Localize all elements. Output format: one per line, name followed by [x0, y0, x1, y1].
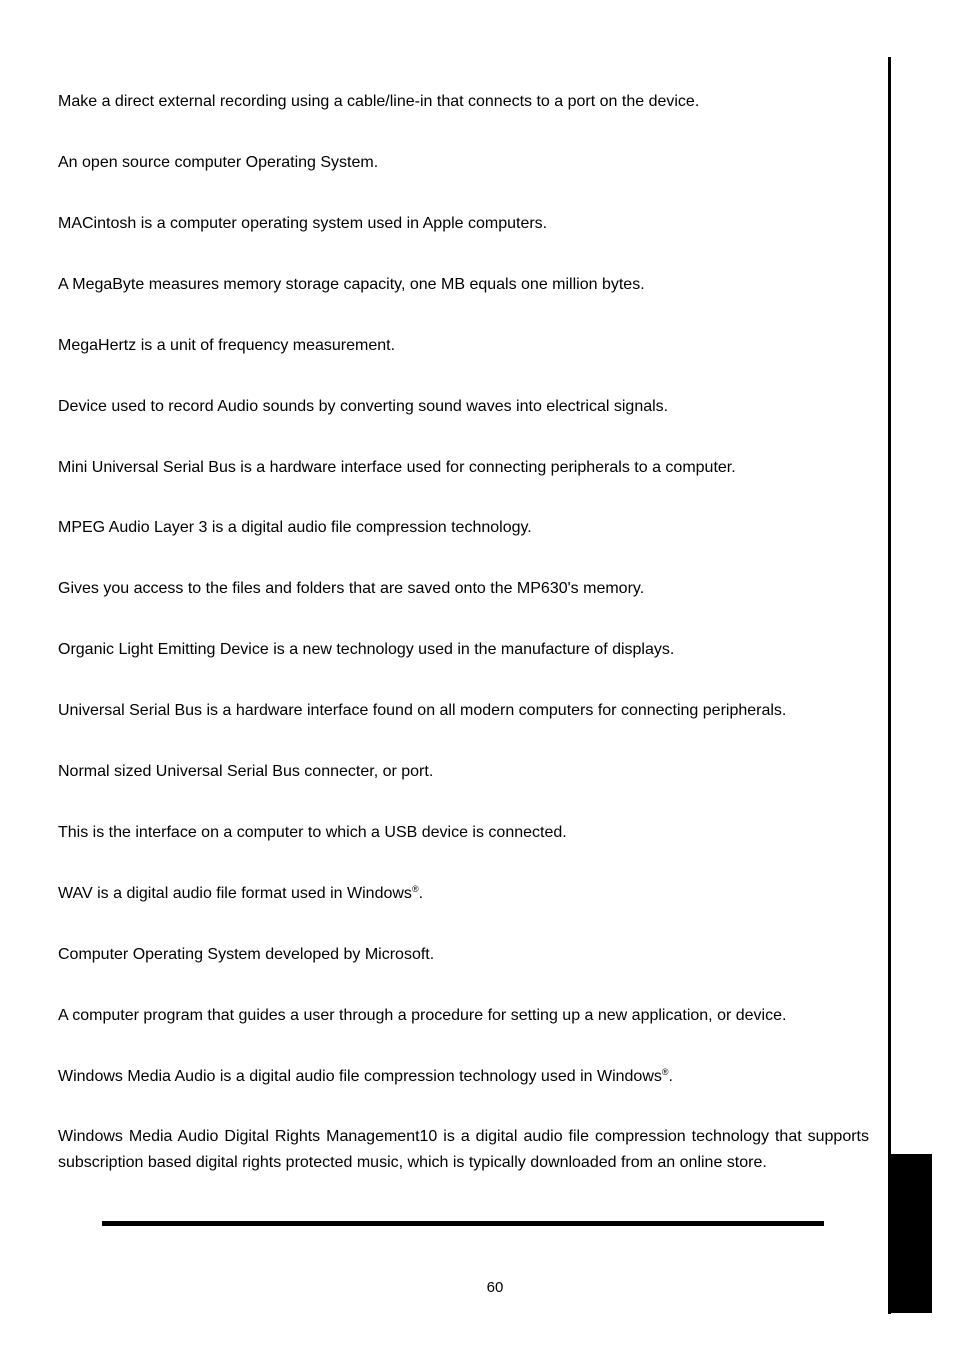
- definition-wma: [58, 1064, 869, 1090]
- definition-microphone: Device used to record Audio sounds by converting sound waves into electrical signals.: [58, 398, 669, 415]
- definition-wav: [58, 881, 869, 907]
- definition-oled: Organic Light Emitting Device is a new technology used in the manufacture of displays.: [58, 641, 675, 658]
- definition-mhz: MegaHertz is a unit of frequency measurement.: [58, 337, 396, 354]
- definition-end: .: [418, 885, 424, 902]
- definition-mb: A MegaByte measures memory storage capacity, one MB equals one million bytes.: [58, 276, 645, 293]
- definition-mp3: MPEG Audio Layer 3 is a digital audio file compression technology.: [58, 519, 532, 536]
- definition-text: Windows Media Audio is a digital audio file compression technology used in Windows: [58, 1068, 662, 1085]
- right-margin-rule: [888, 57, 891, 1314]
- definition-windows: Computer Operating System developed by Microsoft.: [58, 946, 435, 963]
- definition-usb-connector: Normal sized Universal Serial Bus connecter, or port.: [58, 763, 434, 780]
- definition-mini-usb: Mini Universal Serial Bus is a hardware interface used for connecting peripherals to a computer.: [58, 459, 736, 476]
- definition-text: WAV is a digital audio file format used in Windows: [58, 885, 412, 902]
- definition-navigation: Gives you access to the files and folders that are saved onto the MP630's memory.: [58, 580, 645, 597]
- definition-mac: MACintosh is a computer operating system used in Apple computers.: [58, 215, 548, 232]
- definition-usb: Universal Serial Bus is a hardware interface found on all modern computers for connecting peripherals.: [58, 702, 787, 719]
- page-number: 60: [486, 1279, 504, 1296]
- registered-mark: ®: [661, 1067, 669, 1077]
- definition-usb-port: This is the interface on a computer to which a USB device is connected.: [58, 824, 567, 841]
- definition-end: .: [668, 1068, 673, 1085]
- definition-wma-drm10: Windows Media Audio Digital Rights Management10 is a digital audio file compression technology that supports subscription based digital rights protected music, which is typically downloaded from an online store.: [58, 1128, 869, 1171]
- registered-mark: ®: [411, 884, 419, 894]
- footer-rule: [102, 1221, 824, 1226]
- definition-wizard: A computer program that guides a user through a procedure for setting up a new application, or device.: [58, 1007, 787, 1024]
- definition-linux: An open source computer Operating System.: [58, 154, 379, 171]
- definition-line-in-recording: Make a direct external recording using a cable/line-in that connects to a port on the device.: [58, 93, 700, 110]
